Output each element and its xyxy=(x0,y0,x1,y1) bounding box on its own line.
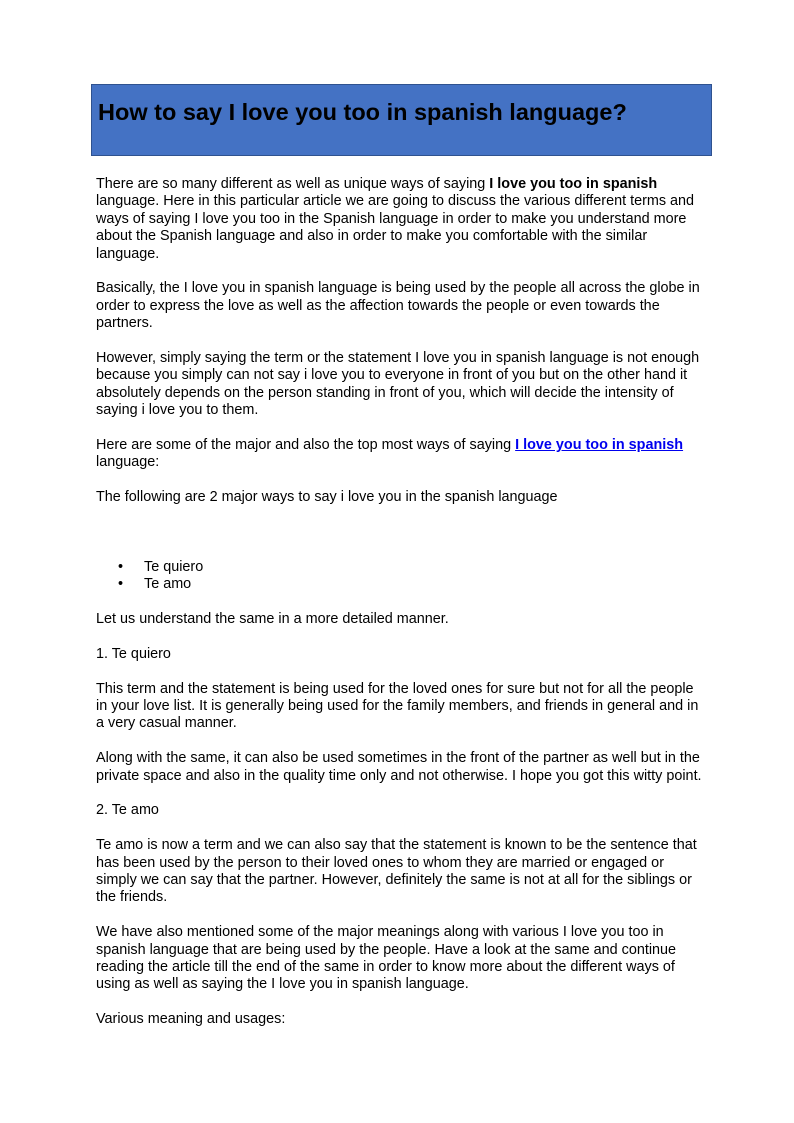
here-are-text-start: Here are some of the major and also the top most ways of saying xyxy=(96,437,516,454)
page-title: How to say I love you too in spanish language? xyxy=(98,99,627,125)
bullet-icon: • xyxy=(118,558,124,575)
paragraph-however: However, simply saying the term or the statement I love you in spanish language is not enough because you simply can not say i love you to everyone in front of you but on the other hand it absolutely depends on the person standing in front of you, which will decide the intensity of saying i love you to them. xyxy=(96,350,700,419)
paragraph-te-quiero-usage: This term and the statement is being used for the loved ones for sure but not for all the people in your love list. It is generally being used for the family members, and friends in general and in a very casual manner. xyxy=(96,680,699,732)
list-item xyxy=(96,559,708,576)
i-love-you-too-link[interactable]: I love you too in spanish xyxy=(515,437,684,454)
article-body xyxy=(96,176,708,1046)
ways-list xyxy=(96,559,708,594)
paragraph-te-amo-usage: Te amo is now a term and we can also say that the statement is known to be the sentence that has been used by the person to their loved ones to whom they are married or engaged or simply we can say that the partner. However, definitely the same is not at all for the siblings or the friends. xyxy=(96,837,697,906)
paragraph-following: The following are 2 major ways to say i love you in the spanish language xyxy=(96,489,558,506)
paragraph-along-with: Along with the same, it can also be used sometimes in the front of the partner as well but in the private space and also in the quality time only and not otherwise. I hope you got this witty point. xyxy=(96,750,702,784)
bullet-icon: • xyxy=(118,576,124,593)
intro-text-end: language. Here in this particular article we are going to discuss the various different terms and ways of saying I love you too in the Spanish language in order to make you understand more about the Spanish language and also in order to make you comfortable with the similar language. xyxy=(96,193,695,262)
spacer xyxy=(96,524,708,559)
intro-bold-phrase: I love you too in spanish xyxy=(489,176,658,192)
here-are-text-end: language: xyxy=(96,454,160,471)
paragraph-various-meaning: Various meaning and usages: xyxy=(96,1011,286,1028)
paragraph-we-have: We have also mentioned some of the major meanings along with various I love you too in spanish language that are being used by the people. Have a look at the same and continue reading the article till the end of the same in order to know more about the different ways of using as well as saying the I love you in spanish language. xyxy=(96,924,677,993)
paragraph-here-are xyxy=(96,437,708,472)
paragraph-basically: Basically, the I love you in spanish language is being used by the people all across the globe in order to express the love as well as the affection towards the people or even towards the partners. xyxy=(96,280,700,332)
paragraph-let-us: Let us understand the same in a more detailed manner. xyxy=(96,611,449,628)
intro-text-start: There are so many different as well as unique ways of saying xyxy=(96,176,490,192)
heading-te-quiero: 1. Te quiero xyxy=(96,645,171,662)
heading-te-amo: 2. Te amo xyxy=(96,802,159,819)
list-item-label: Te quiero xyxy=(144,558,204,575)
list-item-label: Te amo xyxy=(144,576,192,593)
paragraph-intro xyxy=(96,176,708,263)
list-item xyxy=(96,576,708,593)
title-box xyxy=(91,84,712,156)
